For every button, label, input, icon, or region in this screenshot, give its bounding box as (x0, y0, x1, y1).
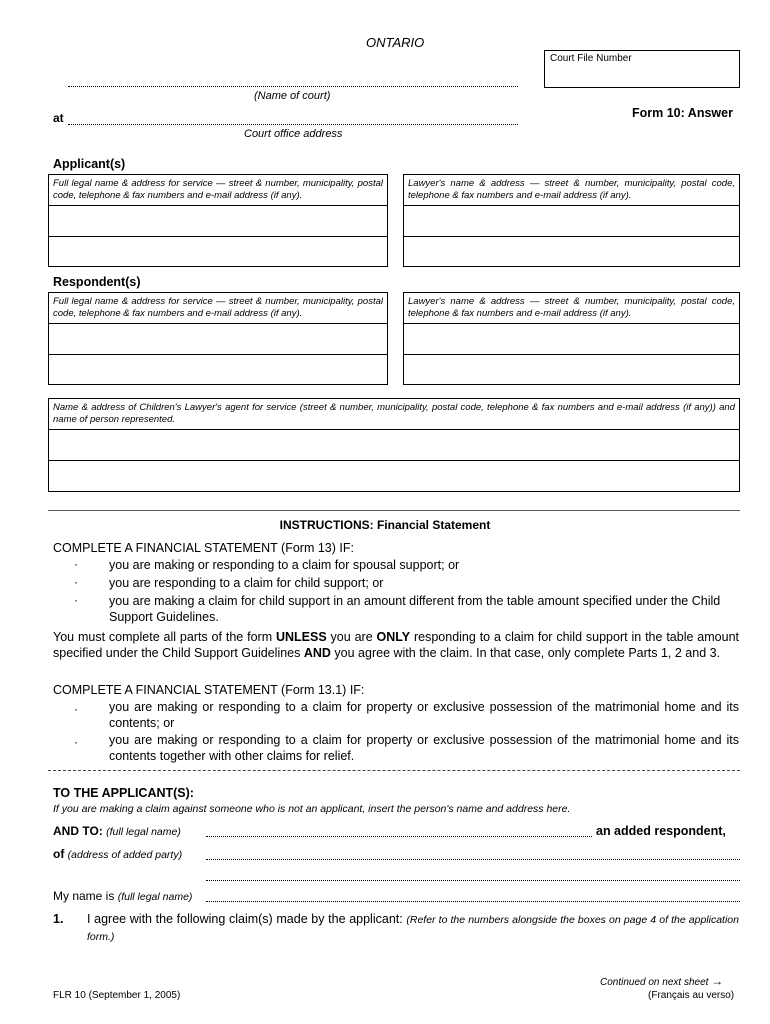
instructions-title: INSTRUCTIONS: Financial Statement (279, 518, 491, 532)
address-line-2[interactable] (206, 880, 740, 881)
applicant-party-label: Full legal name & address for service — street & number, municipality, postal code, telephone & fax numbers and e-mail address (if any). (53, 178, 383, 201)
court-file-number-label: Court File Number (550, 53, 632, 64)
item1-number: 1. (53, 912, 64, 926)
court-file-number-box[interactable] (544, 50, 740, 88)
province-title: ONTARIO (366, 35, 425, 50)
applicant-lawyer-label: Lawyer's name & address — street & number, municipality, postal code, telephone & fax numbers and e-mail address (if any). (408, 178, 735, 201)
court-office-address-label: Court office address (244, 128, 343, 140)
section2-item-1: you are making or responding to a claim for property or exclusive possession of the matrimonial home and its contents; or (109, 700, 739, 730)
my-name-row (53, 889, 192, 903)
section1-item-3: you are making a claim for child support in an amount different from the table amount specified under the Child Support Guidelines. (109, 594, 721, 624)
applicants-heading: Applicant(s) (53, 157, 126, 171)
my-name-line[interactable] (206, 901, 740, 902)
respondent-lawyer-box[interactable] (403, 292, 740, 385)
my-name-label: My name is (53, 889, 115, 903)
section2-heading: COMPLETE A FINANCIAL STATEMENT (Form 13.1) IF: (53, 683, 365, 697)
bullet-1: · (74, 557, 78, 571)
of-hint: (address of added party) (67, 849, 183, 861)
section2-item-2: you are making or responding to a claim for property or exclusive possession of the matrimonial home and its contents together with other claims for relief. (109, 733, 739, 763)
form-title: Form 10: Answer (632, 106, 733, 120)
section1-heading: COMPLETE A FINANCIAL STATEMENT (Form 13) IF: (53, 541, 354, 555)
section1-item-2: you are responding to a claim for child support; or (109, 576, 384, 590)
to-applicants-heading: TO THE APPLICANT(S): (53, 786, 194, 800)
applicant-party-box[interactable] (48, 174, 388, 267)
of-row (53, 847, 182, 861)
continued-label: Continued on next sheet → (600, 974, 724, 988)
bullet-5: · (74, 735, 78, 749)
instructions-bottom-rule (48, 770, 740, 771)
and-to-row (53, 824, 181, 838)
arrow-right-icon: → (711, 974, 724, 988)
and-to-line[interactable] (206, 836, 592, 837)
address-line-1[interactable] (206, 859, 740, 860)
to-applicants-note: If you are making a claim against someone who is not an applicant, insert the person's name and address here. (53, 803, 571, 815)
at-label: at (53, 111, 64, 125)
bullet-4: · (74, 702, 78, 716)
applicant-lawyer-box[interactable] (403, 174, 740, 267)
my-name-hint: (full legal name) (117, 891, 193, 903)
instructions-paragraph: You must complete all parts of the form UNLESS you are ONLY responding to a claim for child support in the table amount specified under the Child Support Guidelines AND you agree with the claim. In that case, only complete Parts 1, 2 and 3. (53, 630, 739, 660)
added-respondent-label: an added respondent, (596, 824, 726, 838)
childrens-lawyer-label: Name & address of Children's Lawyer's agent for service (street & number, municipality, postal code, telephone & fax numbers and e-mail address (if any)) and name of person represented. (53, 402, 735, 425)
name-of-court-line[interactable] (68, 86, 518, 87)
section1-item-1: you are making or responding to a claim for spousal support; or (109, 558, 460, 572)
french-version-note: (Français au verso) (648, 990, 735, 1001)
and-to-label: AND TO: (53, 824, 103, 838)
instructions-top-rule (48, 510, 740, 511)
bullet-3: · (74, 593, 78, 607)
name-of-court-label: (Name of court) (254, 90, 331, 102)
respondent-party-box[interactable] (48, 292, 388, 385)
respondents-heading: Respondent(s) (53, 275, 141, 289)
childrens-lawyer-box[interactable] (48, 398, 740, 492)
of-label: of (53, 847, 65, 861)
form-code: FLR 10 (September 1, 2005) (53, 990, 181, 1001)
court-office-address-line[interactable] (68, 124, 518, 125)
respondent-party-label: Full legal name & address for service — street & number, municipality, postal code, telephone & fax numbers and e-mail address (if any). (53, 296, 383, 319)
bullet-2: · (74, 575, 78, 589)
item1-text: I agree with the following claim(s) made by the applicant: (Refer to the numbers alongside the boxes on page 4 of the application form.) (87, 912, 739, 943)
respondent-lawyer-label: Lawyer's name & address — street & number, municipality, postal code, telephone & fax numbers and e-mail address (if any). (408, 296, 735, 319)
and-to-hint: (full legal name) (106, 826, 181, 838)
